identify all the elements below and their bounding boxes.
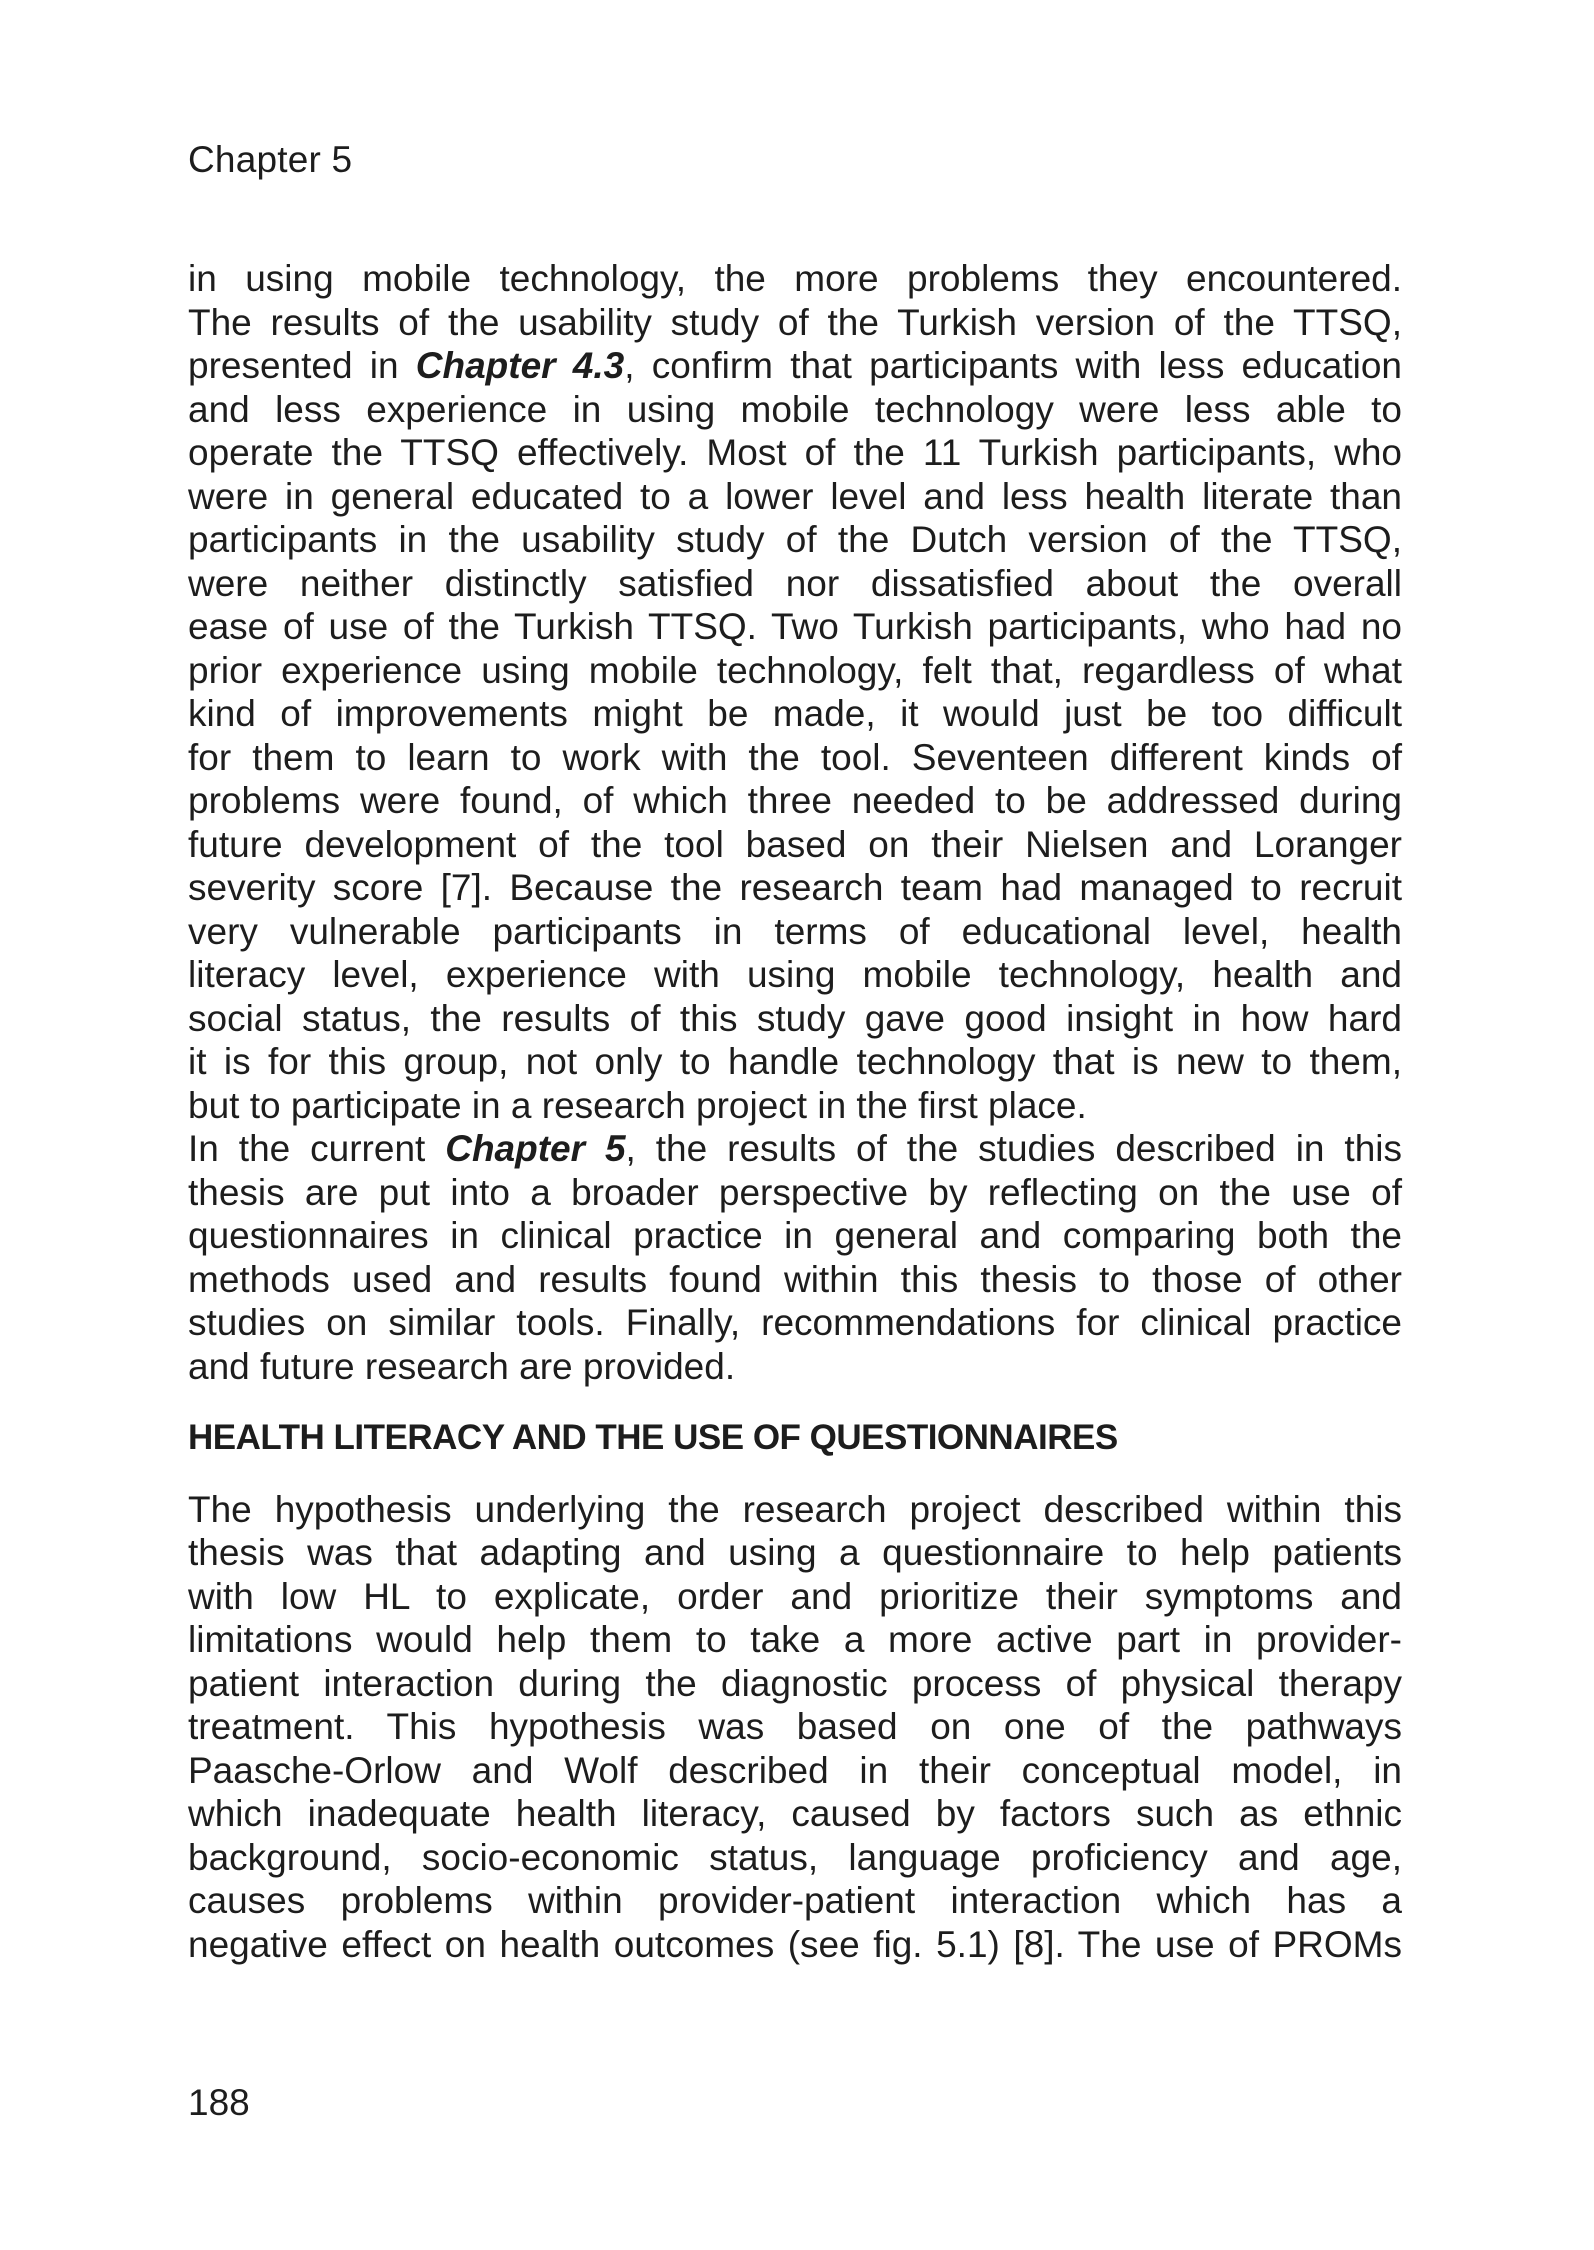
text-line: thesis are put into a broader perspective by reflecting on the use of [188,1171,1402,1213]
text-line: literacy level, experience with using mobile technology, health and [188,954,1402,995]
text-line: severity score [7]. Because the research team had managed to recruit [188,867,1402,908]
text-line: causes problems within provider-patient interaction which has a [188,1880,1402,1921]
text-line: very vulnerable participants in terms of educational level, health [188,910,1402,952]
text-line: which inadequate health literacy, caused by factors such as ethnic [188,1793,1402,1834]
page-number: 188 [188,2082,250,2123]
text-line: The results of the usability study of the Turkish version of the TTSQ, [188,301,1402,343]
text-line: treatment. This hypothesis was based on one of the pathways [188,1706,1402,1747]
text-line: The hypothesis underlying the research project described within this [188,1488,1402,1530]
text-line: and future research are provided. [188,1345,736,1387]
text-line: limitations would help them to take a more active part in provider- [188,1619,1402,1660]
text-line: prior experience using mobile technology, felt that, regardless of what [188,649,1402,691]
text-line: problems were found, of which three needed to be addressed during [188,780,1402,821]
text-line: were in general educated to a lower level and less health literate than [188,475,1402,517]
text-line: social status, the results of this study gave good insight in how hard [188,997,1402,1039]
text-line: operate the TTSQ effectively. Most of the 11 Turkish participants, who [188,432,1402,473]
bold-italic-reference: Chapter 5 [445,1128,626,1169]
text-line: studies on similar tools. Finally, recommendations for clinical practice [188,1302,1402,1343]
text-line: background, socio-economic status, language proficiency and age, [188,1836,1402,1878]
text-line: Paasche-Orlow and Wolf described in their conceptual model, in [188,1749,1402,1791]
bold-italic-reference: Chapter 4.3 [415,345,625,386]
paragraph-continuation-usability-study [188,257,1402,1127]
text-line: patient interaction during the diagnostic process of physical therapy [188,1662,1402,1704]
text-line: In the current Chapter 5, the results of the studies described in this [188,1128,1402,1169]
text-line: in using mobile technology, the more problems they encountered. [188,258,1402,299]
text-line: it is for this group, not only to handle technology that is new to them, [188,1041,1402,1082]
paragraph-chapter5-overview [188,1127,1402,1388]
text-line: kind of improvements might be made, it would just be too difficult [188,693,1402,734]
text-line: questionnaires in clinical practice in general and comparing both the [188,1215,1402,1256]
text-line: were neither distinctly satisfied nor dissatisfied about the overall [188,562,1402,604]
text-line: and less experience in using mobile technology were less able to [188,388,1402,430]
text-line: participants in the usability study of the Dutch version of the TTSQ, [188,519,1402,560]
text-line: presented in Chapter 4.3, confirm that participants with less education [188,345,1402,386]
text-line: with low HL to explicate, order and prioritize their symptoms and [188,1575,1402,1617]
text-line: methods used and results found within this thesis to those of other [188,1258,1402,1300]
text-line: negative effect on health outcomes (see fig. 5.1) [8]. The use of PROMs [188,1923,1402,1965]
text-line: thesis was that adapting and using a questionnaire to help patients [188,1532,1402,1573]
paragraph-hypothesis [188,1488,1402,1967]
text-column [188,257,1402,1966]
text-line: for them to learn to work with the tool. Seventeen different kinds of [188,736,1402,778]
text-line: future development of the tool based on their Nielsen and Loranger [188,823,1402,865]
text-line: ease of use of the Turkish TTSQ. Two Turkish participants, who had no [188,606,1402,647]
running-header: Chapter 5 [188,139,353,180]
section-heading: HEALTH LITERACY AND THE USE OF QUESTIONNAIRES [188,1418,1118,1457]
text-line: but to participate in a research project in the first place. [188,1084,1087,1126]
